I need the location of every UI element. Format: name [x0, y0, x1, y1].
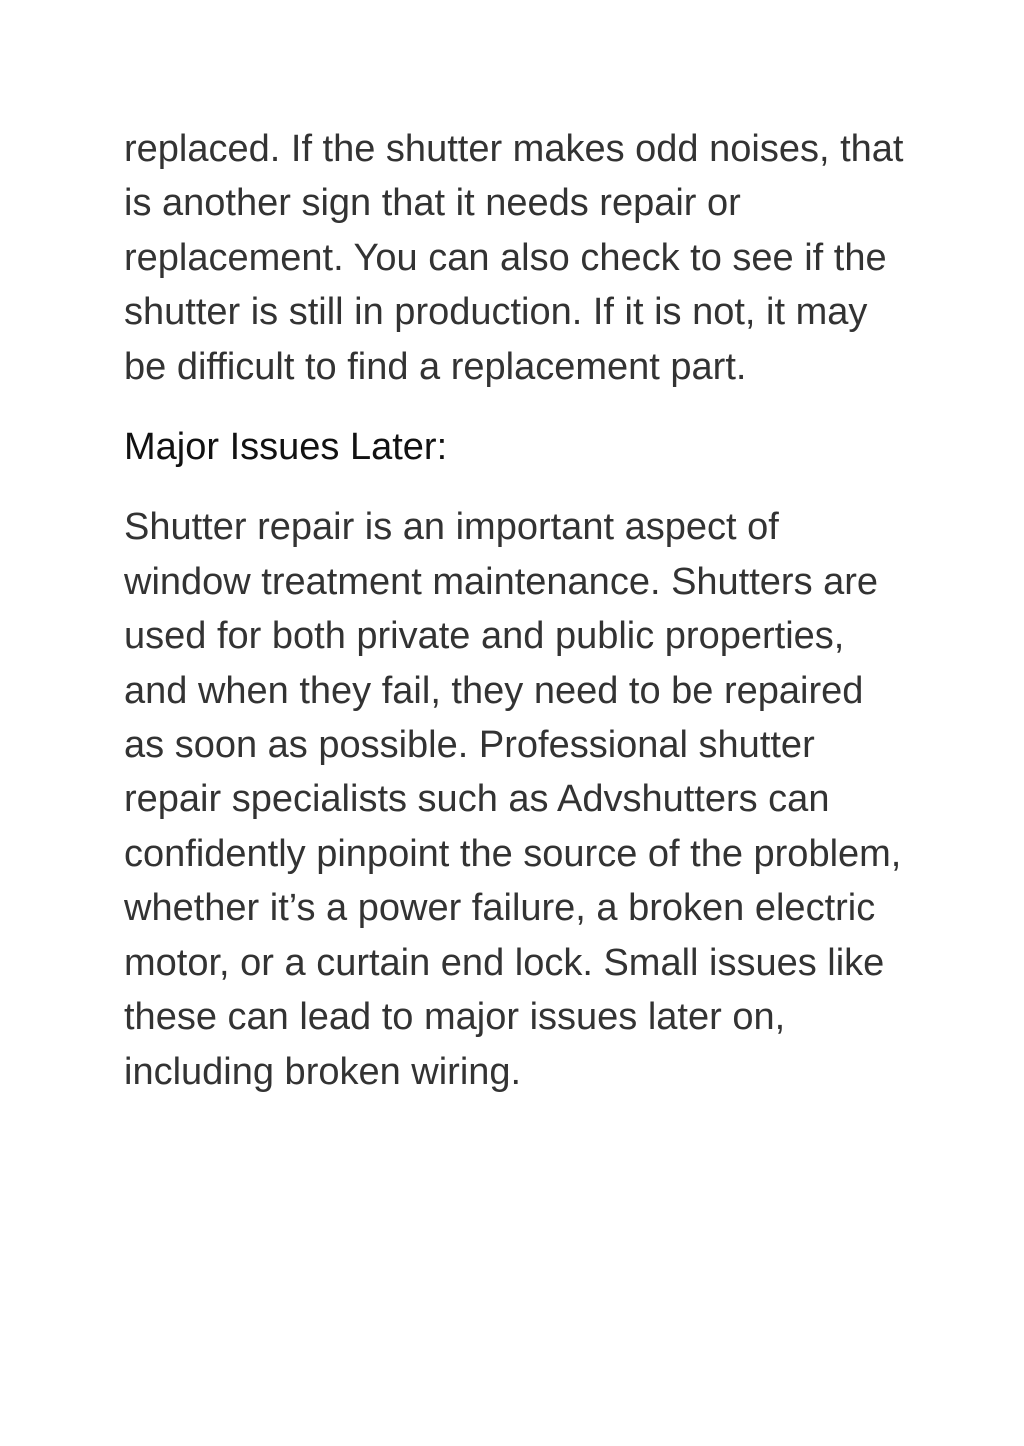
body-paragraph: replaced. If the shutter makes odd noises, that is another sign that it needs repair or replacement. You can also check to see if the shutter is still in production. If it is not, it may be difficult to find a replacement part. — [124, 128, 904, 388]
document-page — [124, 122, 904, 1099]
body-paragraph: Shutter repair is an important aspect of window treatment maintenance. Shutters are used for both private and public properties, and when they fail, they need to be repaired as soon as possible. Professional shutter repair specialists such as Advshutters can confidently pinpoint the source of the problem, whether it’s a power failure, a broken electric motor, or a curtain end lock. Small issues like these can lead to major issues later on, including broken wiring. — [124, 506, 902, 1093]
section-heading: Major Issues Later: — [124, 426, 448, 469]
